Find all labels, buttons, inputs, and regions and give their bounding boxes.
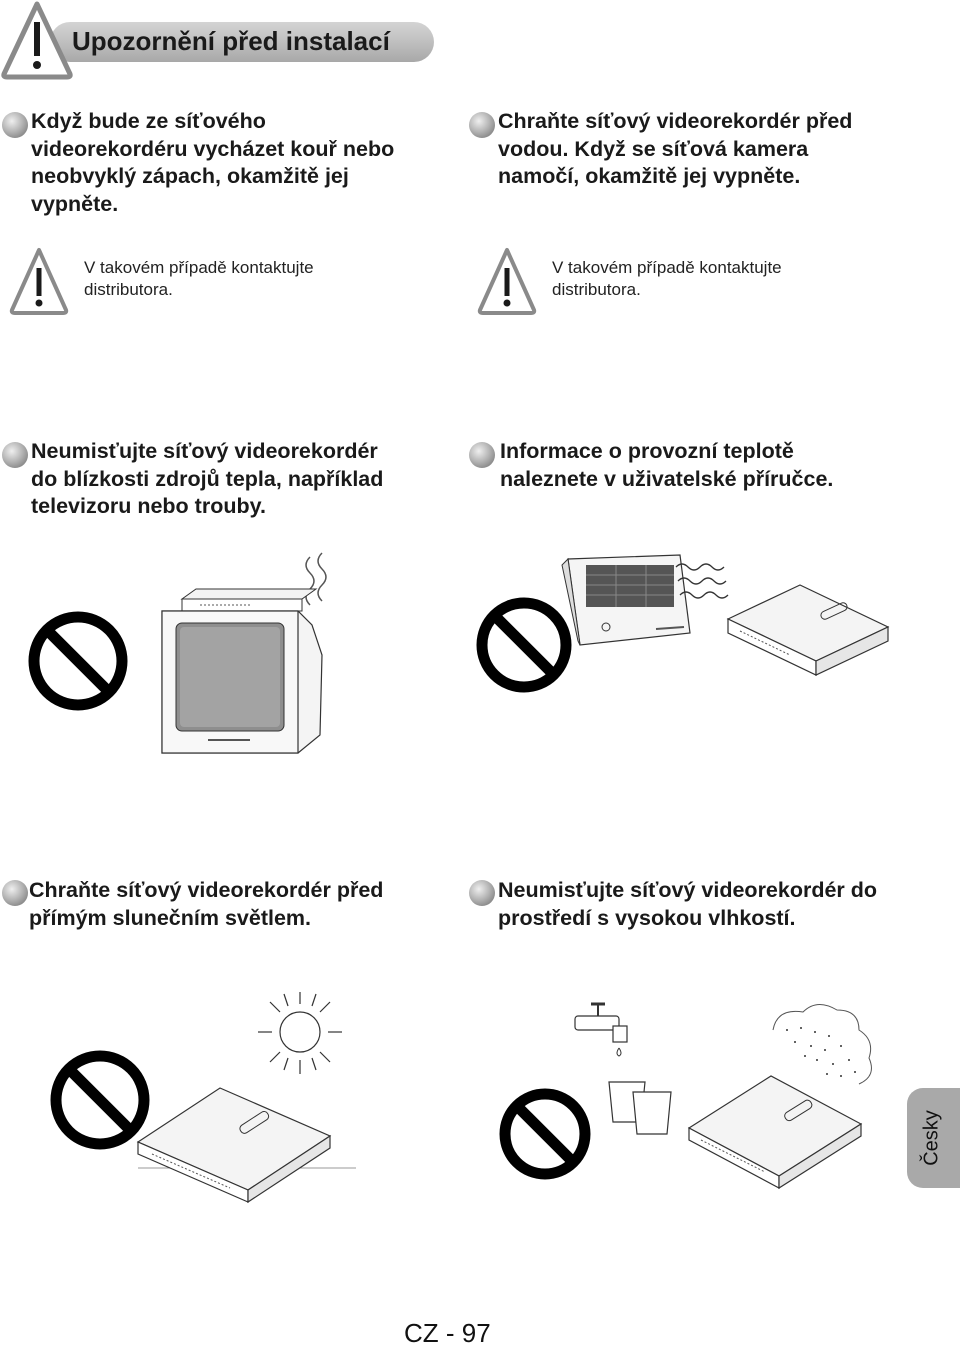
- heater-illustration: [470, 545, 900, 700]
- section-1-note: V takovém případě kontaktujte distributora.: [84, 258, 314, 299]
- bullet-icon: [469, 442, 495, 468]
- section-1-heading: Když bude ze síťového videorekordéru vycházet kouř nebo neobvyklý zápach, okamžitě jej vypněte.: [31, 109, 395, 216]
- tv-illustration: [20, 545, 360, 770]
- language-tab-label: Česky: [920, 1110, 943, 1166]
- page-number: CZ - 97: [404, 1318, 491, 1348]
- warning-triangle-icon: [476, 246, 538, 321]
- prohibition-icon: [482, 603, 566, 687]
- section-4-heading: Informace o provozní teplotě naleznete v uživatelské příručce.: [500, 439, 834, 491]
- section-2-note: V takovém případě kontaktujte distributora.: [552, 258, 782, 299]
- section-6-heading: Neumisťujte síťový videorekordér do prostředí s vysokou vlhkostí.: [498, 878, 878, 930]
- section-5-heading: Chraňte síťový videorekordér před přímým slunečním světlem.: [29, 878, 384, 930]
- prohibition-icon: [34, 617, 122, 705]
- sun-illustration: [30, 990, 370, 1205]
- warning-triangle-icon: [0, 0, 74, 85]
- faucet-illustration: [495, 990, 895, 1205]
- prohibition-icon: [56, 1056, 144, 1144]
- section-2-heading: Chraňte síťový videorekordér před vodou. Když se síťová kamera namočí, okamžitě jej vypněte.: [498, 109, 853, 188]
- warning-triangle-icon: [8, 246, 70, 321]
- bullet-icon: [469, 880, 495, 906]
- page-title: Upozornění před instalací: [72, 26, 390, 56]
- bullet-icon: [2, 442, 28, 468]
- section-3-heading: Neumisťujte síťový videorekordér do blízkosti zdrojů tepla, například televizoru nebo trouby.: [31, 439, 384, 518]
- bullet-icon: [469, 112, 495, 138]
- prohibition-icon: [505, 1094, 585, 1174]
- bullet-icon: [2, 880, 28, 906]
- bullet-icon: [2, 112, 28, 138]
